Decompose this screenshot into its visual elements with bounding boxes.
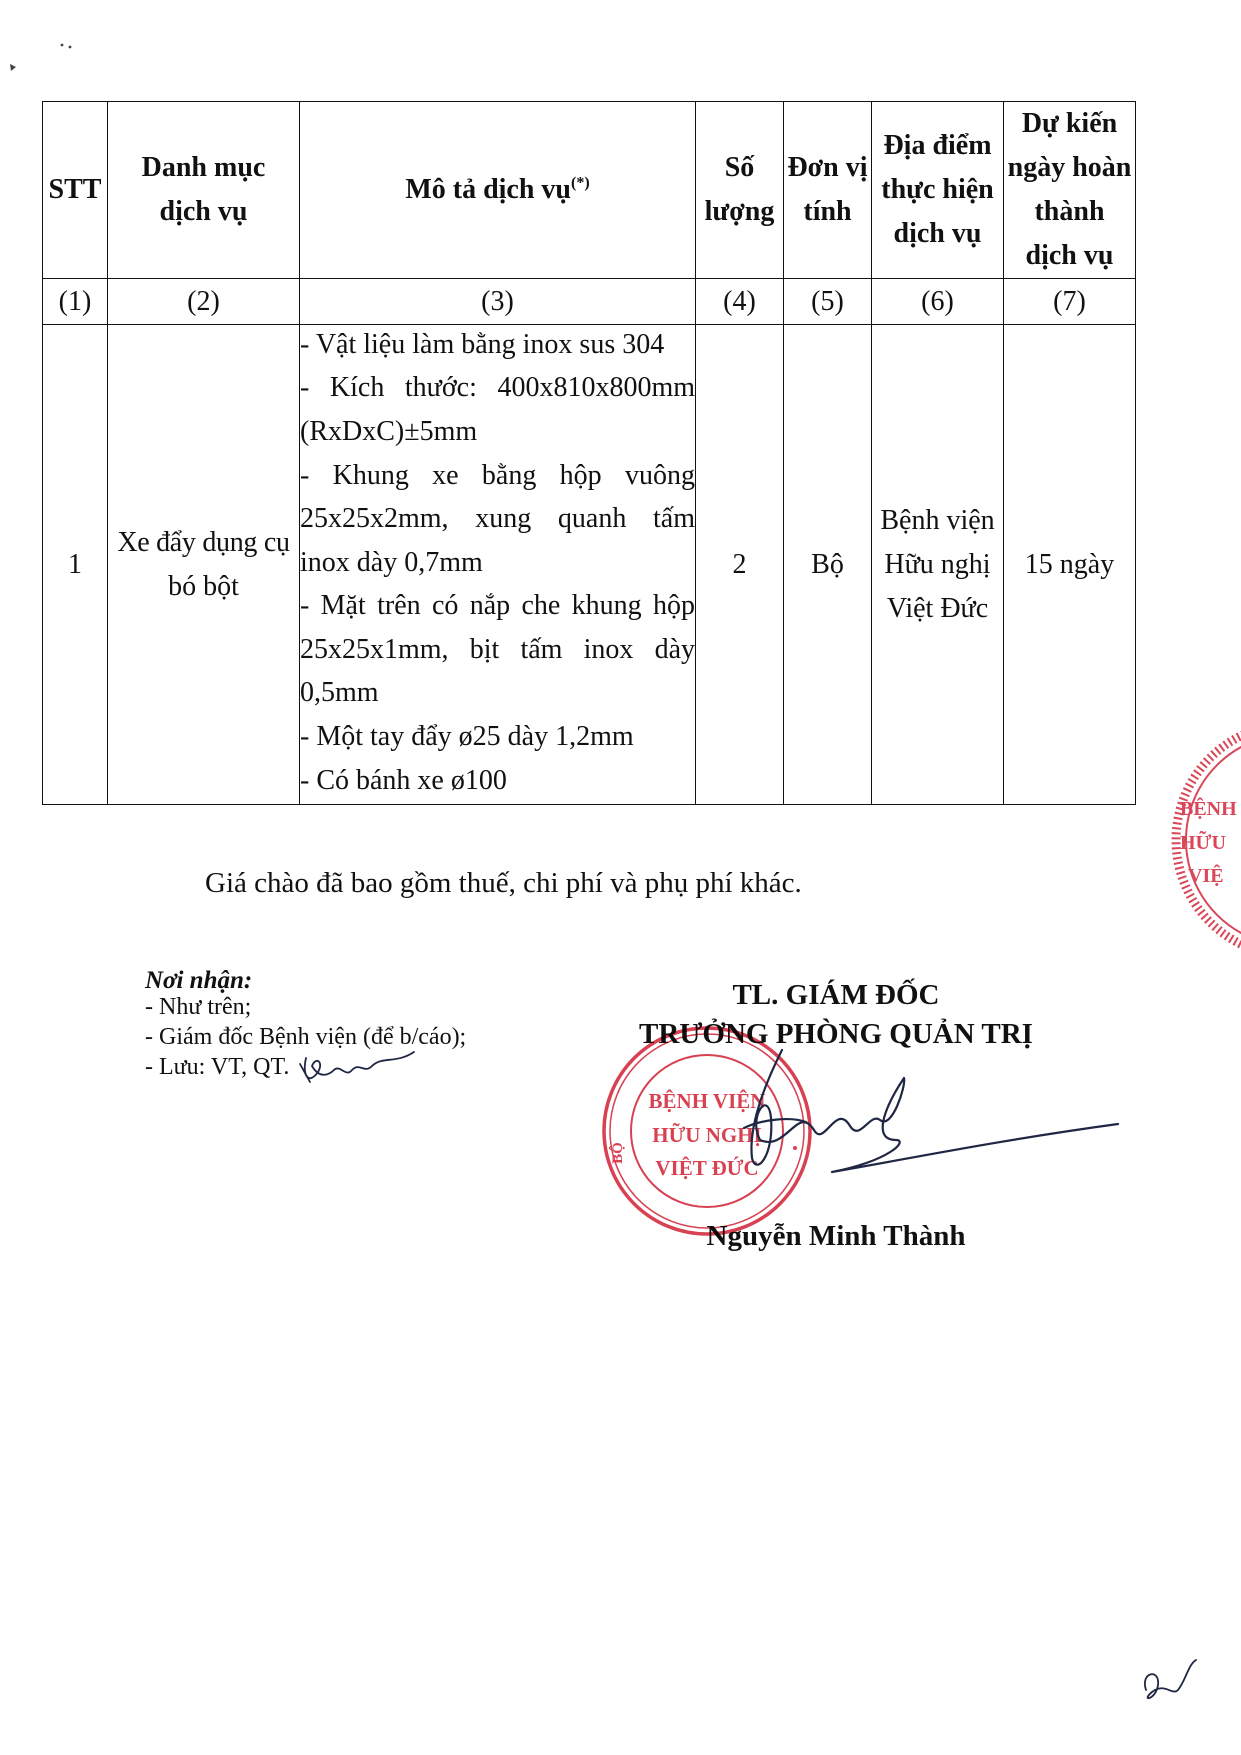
- column-number: (6): [872, 279, 1004, 325]
- edge-stamp-serrated-ring: [1176, 724, 1241, 956]
- header-line: ngày hoàn: [1007, 152, 1132, 183]
- stamp-text: HỮU NGHỊ: [652, 1123, 762, 1147]
- scan-dot: [61, 44, 64, 47]
- recipients-list: [145, 992, 466, 1082]
- signer-name: Nguyễn Minh Thành: [706, 1220, 966, 1252]
- header-line: STT: [48, 174, 102, 205]
- header-line: thực hiện: [881, 174, 994, 205]
- recipient-item: - Lưu: VT, QT.: [145, 1054, 290, 1080]
- edge-stamp-ring: [1186, 734, 1241, 946]
- handwritten-signature: [744, 1050, 1118, 1172]
- column-number: (7): [1004, 279, 1136, 325]
- cell-location: [872, 325, 1004, 805]
- description-item: [300, 454, 695, 585]
- stamp-ring-dot: [793, 1146, 797, 1150]
- cell-completion: 15 ngày: [1004, 325, 1136, 805]
- stamp-middle-ring: [610, 1034, 804, 1228]
- recipients-title: Nơi nhận:: [145, 967, 253, 994]
- header-line: Đơn vị: [787, 152, 868, 183]
- header-line: dịch vụ: [1025, 240, 1114, 271]
- header-line: dịch vụ: [159, 196, 248, 227]
- stamp-text: BỆNH VIỆN: [648, 1089, 766, 1113]
- edge-stamp-text: VIỆ: [1188, 865, 1224, 887]
- description-line: - Một tay đẩy ø25 dày 1,2mm: [300, 721, 634, 753]
- edge-stamp: [1176, 724, 1241, 956]
- header-location: [872, 102, 1004, 279]
- header-line: tính: [803, 196, 852, 227]
- edge-stamp-text: HỮU: [1180, 832, 1226, 854]
- table-header-row: [43, 102, 1136, 279]
- header-text: Mô tả dịch vụ: [405, 174, 572, 205]
- description-line: inox dày 0,7mm: [300, 546, 483, 578]
- description-item: [300, 715, 695, 759]
- header-line: [300, 168, 695, 212]
- scan-marks: [10, 44, 71, 71]
- header-line: thành: [1034, 196, 1105, 227]
- header-line: dịch vụ: [893, 218, 982, 249]
- stamp-inner-ring: [631, 1055, 783, 1207]
- page-initials: [1145, 1660, 1196, 1698]
- page-initials-stroke: [1145, 1660, 1196, 1698]
- column-number: (4): [696, 279, 784, 325]
- header-line: Dự kiến: [1021, 108, 1118, 139]
- column-number: (5): [784, 279, 872, 325]
- signer-title: TRƯỞNG PHÒNG QUẢN TRỊ: [639, 1018, 1033, 1050]
- price-note: Giá chào đã bao gồm thuế, chi phí và phụ phí khác.: [205, 867, 802, 899]
- recipients-block: [145, 969, 466, 1082]
- header-quantity: [696, 102, 784, 279]
- recipient-item: - Như trên;: [145, 994, 252, 1020]
- header-footnote-mark: (*): [571, 174, 590, 192]
- column-number: (2): [108, 279, 300, 325]
- header-category: [108, 102, 300, 279]
- cell-description: [300, 325, 696, 805]
- description-line: (RxDxC)±5mm: [300, 415, 478, 447]
- service-table: [42, 101, 1136, 805]
- description-line: - Khung xe bằng hộp vuông: [300, 459, 695, 491]
- header-stt: [43, 102, 108, 279]
- stamp-ring-text: BỘ: [610, 1142, 626, 1164]
- column-number: (1): [43, 279, 108, 325]
- scan-mark: [10, 64, 16, 71]
- location-line: Bệnh viện: [880, 504, 995, 536]
- description-line: - Có bánh xe ø100: [300, 764, 507, 796]
- category-line: bó bột: [168, 570, 239, 602]
- stamp-text: VIỆT ĐỨC: [655, 1156, 759, 1180]
- signature-stroke: [751, 1050, 1118, 1172]
- description-item: [300, 325, 695, 367]
- category-line: Xe đẩy dụng cụ: [117, 526, 290, 558]
- description-line: - Vật liệu làm bằng inox sus 304: [300, 328, 665, 360]
- description-line: - Mặt trên có nắp che khung hộp: [300, 590, 695, 622]
- column-number-row: [43, 279, 1136, 325]
- description-list: [300, 325, 695, 803]
- table-row: [43, 325, 1136, 805]
- signature-stroke: [744, 1119, 806, 1128]
- location-line: Việt Đức: [886, 592, 989, 624]
- header-completion: [1004, 102, 1136, 279]
- location-line: Hữu nghị: [884, 548, 991, 580]
- header-description: [300, 102, 696, 279]
- column-number: (3): [300, 279, 696, 325]
- description-item: [300, 759, 695, 803]
- header-line: Số: [724, 152, 755, 183]
- description-line: - Kích thước: 400x810x800mm: [300, 372, 695, 404]
- stamp-outer-ring: [604, 1028, 810, 1234]
- cell-stt: 1: [43, 325, 108, 805]
- description-item: [300, 366, 695, 453]
- scan-dot: [69, 46, 72, 49]
- header-line: Danh mục: [141, 152, 266, 183]
- cell-unit: Bộ: [784, 325, 872, 805]
- header-line: Địa điểm: [883, 130, 992, 161]
- signer-authority: TL. GIÁM ĐỐC: [732, 979, 940, 1011]
- description-line: 25x25x2mm, xung quanh tấm: [300, 503, 695, 535]
- description-item: [300, 584, 695, 715]
- recipient-item: - Giám đốc Bệnh viện (để b/cáo);: [145, 1024, 467, 1050]
- header-line: lượng: [704, 196, 775, 227]
- cell-category: [108, 325, 300, 805]
- description-line: 0,5mm: [300, 677, 379, 709]
- edge-stamp-text: BỆNH: [1180, 798, 1237, 820]
- description-line: 25x25x1mm, bịt tấm inox dày: [300, 633, 695, 665]
- cell-quantity: 2: [696, 325, 784, 805]
- official-stamp: [604, 1028, 810, 1234]
- header-unit: [784, 102, 872, 279]
